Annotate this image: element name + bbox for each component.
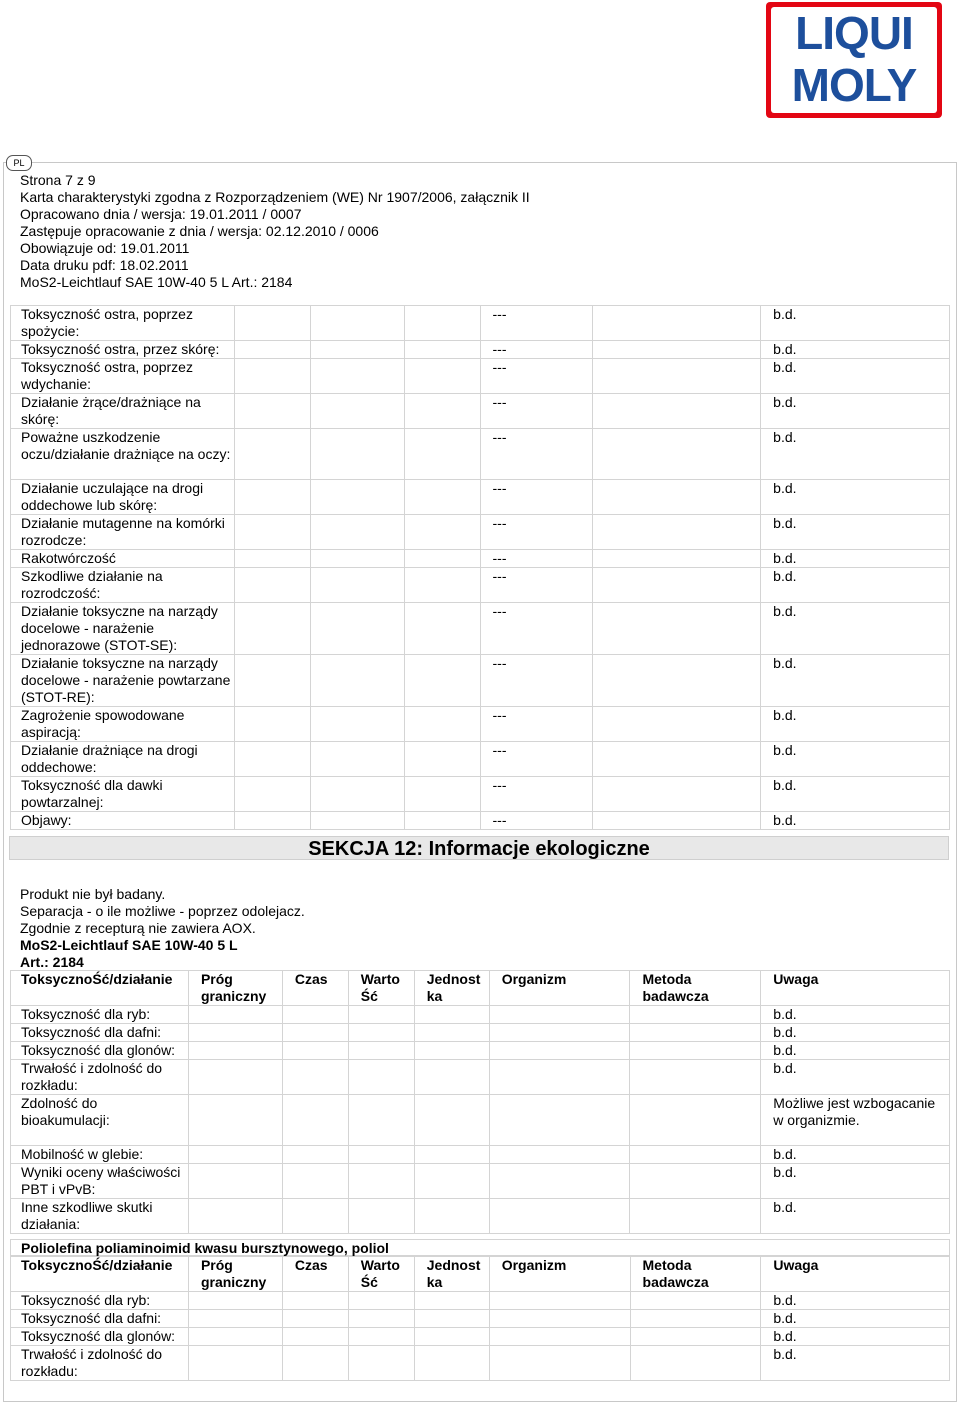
ecotox-empty-cell (282, 1164, 348, 1199)
ecotox-empty-cell (348, 1095, 414, 1146)
tox-note: b.d. (761, 359, 950, 394)
tox-row (11, 707, 950, 742)
tox-empty-cell (234, 742, 310, 777)
ecotox-label: Toksyczność dla ryb: (11, 1292, 189, 1310)
tox-empty-cell (234, 812, 310, 830)
tox-row (11, 603, 950, 655)
tox-empty-cell (593, 359, 761, 394)
tox-empty-cell (593, 568, 761, 603)
ecotox-empty-cell (489, 1006, 630, 1024)
prepared-date: Opracowano dnia / wersja: 19.01.2011 / 0007 (20, 206, 302, 222)
section-12-title: SEKCJA 12: Informacje ekologiczne (9, 836, 949, 860)
column-header: Organizm (489, 1257, 630, 1292)
tox-empty-cell (404, 429, 480, 480)
ecotox-label: Toksyczność dla dafni: (11, 1024, 189, 1042)
tox-empty-cell (234, 306, 310, 341)
ecotox-row (11, 1328, 950, 1346)
tox-note: b.d. (761, 603, 950, 655)
ecotox-empty-cell (489, 1328, 630, 1346)
ecotox-empty-cell (489, 1292, 630, 1310)
tox-row (11, 655, 950, 707)
ecotox-table-component (10, 1256, 950, 1381)
tox-label: Działanie toksyczne na narządy docelowe - narażenie jednorazowe (STOT-SE): (11, 603, 235, 655)
ecotox-note: b.d. (761, 1024, 950, 1042)
toxicology-table (10, 305, 950, 830)
ecotox-row (11, 1024, 950, 1042)
tox-value: --- (480, 742, 593, 777)
ecotox-empty-cell (188, 1199, 282, 1234)
ecotox-label: Trwałość i zdolność do rozkładu: (11, 1060, 189, 1095)
tox-empty-cell (310, 655, 404, 707)
ecotox-empty-cell (282, 1310, 348, 1328)
tox-label: Szkodliwe działanie na rozrodczość: (11, 568, 235, 603)
ecotox-note: b.d. (761, 1006, 950, 1024)
ecotox-empty-cell (489, 1164, 630, 1199)
ecotox-row (11, 1060, 950, 1095)
tox-label: Toksyczność ostra, przez skórę: (11, 341, 235, 359)
ecotox-empty-cell (282, 1146, 348, 1164)
ecotox-empty-cell (348, 1310, 414, 1328)
ecotox-empty-cell (630, 1042, 761, 1060)
ecotox-label: Wyniki oceny właściwości PBT i vPvB: (11, 1164, 189, 1199)
ecotox-empty-cell (630, 1146, 761, 1164)
tox-empty-cell (234, 568, 310, 603)
ecotox-empty-cell (348, 1006, 414, 1024)
eco-note-2: Separacja - o ile możliwe - poprzez odolejacz. (20, 903, 305, 919)
ecotox-note: b.d. (761, 1042, 950, 1060)
tox-label: Działanie uczulające na drogi oddechowe lub skórę: (11, 480, 235, 515)
ecotox-note: b.d. (761, 1146, 950, 1164)
eco-note-1: Produkt nie był badany. (20, 886, 166, 902)
tox-label: Objawy: (11, 812, 235, 830)
ecotox-row (11, 1095, 950, 1146)
ecotox-note: Możliwe jest wzbogacanie w organizmie. (761, 1095, 950, 1146)
tox-empty-cell (404, 742, 480, 777)
ecotox-empty-cell (630, 1310, 761, 1328)
tox-empty-cell (310, 394, 404, 429)
column-header: ToksycznoŚć/działanie (11, 1257, 189, 1292)
tox-empty-cell (593, 341, 761, 359)
tox-row (11, 359, 950, 394)
ecotox-empty-cell (348, 1164, 414, 1199)
ecotox-empty-cell (188, 1310, 282, 1328)
ecotox-empty-cell (414, 1042, 489, 1060)
tox-empty-cell (593, 429, 761, 480)
tox-row (11, 429, 950, 480)
column-header: Jednost ka (414, 971, 489, 1006)
ecotox-empty-cell (348, 1060, 414, 1095)
ecotox-empty-cell (630, 1199, 761, 1234)
ecotox-empty-cell (630, 1164, 761, 1199)
ecotox-label: Toksyczność dla glonów: (11, 1328, 189, 1346)
tox-empty-cell (310, 568, 404, 603)
tox-value: --- (480, 777, 593, 812)
tox-empty-cell (310, 359, 404, 394)
tox-label: Zagrożenie spowodowane aspiracją: (11, 707, 235, 742)
logo-line-2: MOLY (791, 59, 917, 111)
tox-empty-cell (404, 603, 480, 655)
ecotox-empty-cell (282, 1346, 348, 1381)
liqui-moly-logo (766, 2, 942, 118)
tox-note: b.d. (761, 655, 950, 707)
tox-note: b.d. (761, 568, 950, 603)
tox-note: b.d. (761, 515, 950, 550)
ecotox-empty-cell (414, 1328, 489, 1346)
tox-note: b.d. (761, 550, 950, 568)
ecotox-note: b.d. (761, 1328, 950, 1346)
ecotox-label: Toksyczność dla ryb: (11, 1006, 189, 1024)
tox-value: --- (480, 707, 593, 742)
ecotox-empty-cell (630, 1328, 761, 1346)
eco-product-name: MoS2-Leichtlauf SAE 10W-40 5 L (20, 937, 238, 953)
tox-empty-cell (234, 603, 310, 655)
page-number: Strona 7 z 9 (20, 172, 96, 188)
ecotox-empty-cell (489, 1199, 630, 1234)
ecotox-row (11, 1164, 950, 1199)
tox-empty-cell (593, 655, 761, 707)
tox-note: b.d. (761, 394, 950, 429)
tox-value: --- (480, 306, 593, 341)
column-header: Metoda badawcza (630, 971, 761, 1006)
tox-row (11, 550, 950, 568)
tox-value: --- (480, 515, 593, 550)
column-header: Uwaga (761, 1257, 950, 1292)
tox-empty-cell (234, 359, 310, 394)
ecotox-note: b.d. (761, 1310, 950, 1328)
column-header: Próg graniczny (188, 1257, 282, 1292)
tox-empty-cell (593, 742, 761, 777)
tox-row (11, 306, 950, 341)
tox-value: --- (480, 394, 593, 429)
ecotox-empty-cell (282, 1060, 348, 1095)
ecotox-empty-cell (414, 1006, 489, 1024)
ecotox-empty-cell (188, 1095, 282, 1146)
tox-empty-cell (234, 341, 310, 359)
tox-label: Działanie żrące/drażniące na skórę: (11, 394, 235, 429)
tox-empty-cell (234, 515, 310, 550)
tox-empty-cell (310, 603, 404, 655)
tox-value: --- (480, 603, 593, 655)
document-title: Karta charakterystyki zgodna z Rozporządzeniem (WE) Nr 1907/2006, załącznik II (20, 189, 530, 205)
tox-note: b.d. (761, 429, 950, 480)
tox-empty-cell (310, 812, 404, 830)
tox-value: --- (480, 568, 593, 603)
ecotox-empty-cell (414, 1146, 489, 1164)
ecotox-empty-cell (348, 1292, 414, 1310)
ecotox-label: Toksyczność dla glonów: (11, 1042, 189, 1060)
tox-empty-cell (593, 306, 761, 341)
ecotox-note: b.d. (761, 1060, 950, 1095)
tox-empty-cell (404, 306, 480, 341)
product-name: MoS2-Leichtlauf SAE 10W-40 5 L Art.: 2184 (20, 274, 293, 290)
tox-row (11, 515, 950, 550)
ecotox-empty-cell (414, 1164, 489, 1199)
ecotox-row (11, 1146, 950, 1164)
ecotox-empty-cell (489, 1146, 630, 1164)
ecotox-empty-cell (348, 1199, 414, 1234)
tox-empty-cell (234, 480, 310, 515)
valid-from: Obowiązuje od: 19.01.2011 (20, 240, 190, 256)
ecotox-note: b.d. (761, 1199, 950, 1234)
tox-empty-cell (234, 655, 310, 707)
tox-empty-cell (310, 429, 404, 480)
ecotox-empty-cell (630, 1006, 761, 1024)
ecotox-empty-cell (489, 1042, 630, 1060)
tox-empty-cell (593, 812, 761, 830)
tox-row (11, 568, 950, 603)
component-name: Poliolefina poliaminoimid kwasu bursztynowego, poliol (10, 1239, 950, 1256)
tox-value: --- (480, 480, 593, 515)
tox-row (11, 777, 950, 812)
ecotox-empty-cell (414, 1292, 489, 1310)
column-header: Próg graniczny (188, 971, 282, 1006)
ecotox-row (11, 1199, 950, 1234)
ecotox-empty-cell (188, 1346, 282, 1381)
ecotox-empty-cell (414, 1310, 489, 1328)
tox-value: --- (480, 359, 593, 394)
ecotox-empty-cell (282, 1006, 348, 1024)
ecotox-empty-cell (414, 1060, 489, 1095)
tox-empty-cell (310, 707, 404, 742)
ecotox-empty-cell (348, 1042, 414, 1060)
tox-label: Toksyczność ostra, poprzez spożycie: (11, 306, 235, 341)
tox-empty-cell (404, 480, 480, 515)
tox-empty-cell (404, 359, 480, 394)
tox-label: Działanie toksyczne na narządy docelowe - narażenie powtarzane (STOT-RE): (11, 655, 235, 707)
ecotox-empty-cell (188, 1146, 282, 1164)
ecotox-empty-cell (489, 1060, 630, 1095)
ecotox-empty-cell (489, 1346, 630, 1381)
tox-empty-cell (593, 777, 761, 812)
ecotox-empty-cell (188, 1024, 282, 1042)
eco-article-number: Art.: 2184 (20, 954, 84, 970)
column-header: ToksycznoŚć/działanie (11, 971, 189, 1006)
ecotox-empty-cell (489, 1310, 630, 1328)
ecotox-label: Mobilność w glebie: (11, 1146, 189, 1164)
tox-value: --- (480, 655, 593, 707)
ecotox-empty-cell (188, 1006, 282, 1024)
ecotox-empty-cell (282, 1199, 348, 1234)
tox-label: Toksyczność ostra, poprzez wdychanie: (11, 359, 235, 394)
tox-empty-cell (234, 394, 310, 429)
ecotox-row (11, 1310, 950, 1328)
tox-empty-cell (593, 515, 761, 550)
tox-row (11, 480, 950, 515)
ecotox-empty-cell (489, 1024, 630, 1042)
ecotox-empty-cell (630, 1024, 761, 1042)
column-header: Warto Ść (348, 1257, 414, 1292)
tox-empty-cell (593, 394, 761, 429)
tox-note: b.d. (761, 306, 950, 341)
ecotox-empty-cell (348, 1024, 414, 1042)
tox-empty-cell (593, 550, 761, 568)
tox-empty-cell (404, 655, 480, 707)
tox-empty-cell (404, 568, 480, 603)
ecotox-empty-cell (630, 1292, 761, 1310)
tox-empty-cell (310, 550, 404, 568)
tox-empty-cell (404, 707, 480, 742)
tox-empty-cell (593, 707, 761, 742)
tox-empty-cell (404, 777, 480, 812)
tox-empty-cell (310, 306, 404, 341)
ecotox-empty-cell (282, 1024, 348, 1042)
tox-label: Działanie mutagenne na komórki rozrodcze: (11, 515, 235, 550)
tox-note: b.d. (761, 812, 950, 830)
column-header: Czas (282, 971, 348, 1006)
ecotox-header-row (11, 971, 950, 1006)
document-header (20, 172, 530, 291)
ecotox-empty-cell (414, 1199, 489, 1234)
ecotox-empty-cell (348, 1346, 414, 1381)
tox-note: b.d. (761, 341, 950, 359)
tox-empty-cell (310, 515, 404, 550)
ecotox-label: Zdolność do bioakumulacji: (11, 1095, 189, 1146)
column-header: Warto Ść (348, 971, 414, 1006)
tox-empty-cell (593, 480, 761, 515)
tox-row (11, 394, 950, 429)
ecotox-table-product (10, 970, 950, 1234)
ecotox-empty-cell (414, 1346, 489, 1381)
logo-line-1: LIQUI (795, 7, 913, 59)
ecotox-empty-cell (630, 1060, 761, 1095)
tox-empty-cell (234, 777, 310, 812)
tox-empty-cell (404, 394, 480, 429)
print-date: Data druku pdf: 18.02.2011 (20, 257, 189, 273)
tox-row (11, 812, 950, 830)
ecotox-empty-cell (282, 1328, 348, 1346)
tox-empty-cell (593, 603, 761, 655)
ecotox-note: b.d. (761, 1164, 950, 1199)
tox-row (11, 742, 950, 777)
column-header: Metoda badawcza (630, 1257, 761, 1292)
ecotox-empty-cell (489, 1095, 630, 1146)
ecotox-empty-cell (188, 1060, 282, 1095)
ecotox-label: Trwałość i zdolność do rozkładu: (11, 1346, 189, 1381)
ecotox-empty-cell (282, 1042, 348, 1060)
ecotox-empty-cell (188, 1042, 282, 1060)
ecotox-label: Inne szkodliwe skutki działania: (11, 1199, 189, 1234)
tox-empty-cell (310, 341, 404, 359)
ecotox-label: Toksyczność dla dafni: (11, 1310, 189, 1328)
column-header: Uwaga (761, 971, 950, 1006)
ecotox-empty-cell (630, 1346, 761, 1381)
column-header: Organizm (489, 971, 630, 1006)
ecotox-header-row (11, 1257, 950, 1292)
tox-empty-cell (404, 515, 480, 550)
ecotox-row (11, 1042, 950, 1060)
ecotox-empty-cell (188, 1164, 282, 1199)
tox-note: b.d. (761, 480, 950, 515)
eco-notes (20, 886, 305, 971)
tox-note: b.d. (761, 742, 950, 777)
tox-note: b.d. (761, 707, 950, 742)
tox-empty-cell (310, 777, 404, 812)
ecotox-empty-cell (188, 1292, 282, 1310)
tox-empty-cell (310, 742, 404, 777)
tox-empty-cell (234, 429, 310, 480)
tox-empty-cell (404, 812, 480, 830)
ecotox-empty-cell (188, 1328, 282, 1346)
replaces-date: Zastępuje opracowanie z dnia / wersja: 02.12.2010 / 0006 (20, 223, 379, 239)
tox-value: --- (480, 429, 593, 480)
ecotox-row (11, 1346, 950, 1381)
tox-value: --- (480, 812, 593, 830)
ecotox-empty-cell (414, 1024, 489, 1042)
tox-label: Poważne uszkodzenie oczu/działanie drażniące na oczy: (11, 429, 235, 480)
tox-row (11, 341, 950, 359)
tox-empty-cell (310, 480, 404, 515)
ecotox-row (11, 1006, 950, 1024)
tox-empty-cell (234, 707, 310, 742)
tox-empty-cell (234, 550, 310, 568)
ecotox-note: b.d. (761, 1346, 950, 1381)
tox-note: b.d. (761, 777, 950, 812)
tox-label: Toksyczność dla dawki powtarzalnej: (11, 777, 235, 812)
tox-empty-cell (404, 550, 480, 568)
tox-label: Działanie drażniące na drogi oddechowe: (11, 742, 235, 777)
ecotox-empty-cell (414, 1095, 489, 1146)
ecotox-row (11, 1292, 950, 1310)
ecotox-empty-cell (630, 1095, 761, 1146)
ecotox-note: b.d. (761, 1292, 950, 1310)
ecotox-empty-cell (348, 1146, 414, 1164)
tox-empty-cell (404, 341, 480, 359)
ecotox-empty-cell (282, 1292, 348, 1310)
tox-value: --- (480, 550, 593, 568)
tox-value: --- (480, 341, 593, 359)
eco-note-3: Zgodnie z recepturą nie zawiera AOX. (20, 920, 256, 936)
language-badge: PL (6, 155, 32, 171)
ecotox-empty-cell (282, 1095, 348, 1146)
column-header: Czas (282, 1257, 348, 1292)
ecotox-empty-cell (348, 1328, 414, 1346)
tox-label: Rakotwórczość (11, 550, 235, 568)
column-header: Jednost ka (414, 1257, 489, 1292)
